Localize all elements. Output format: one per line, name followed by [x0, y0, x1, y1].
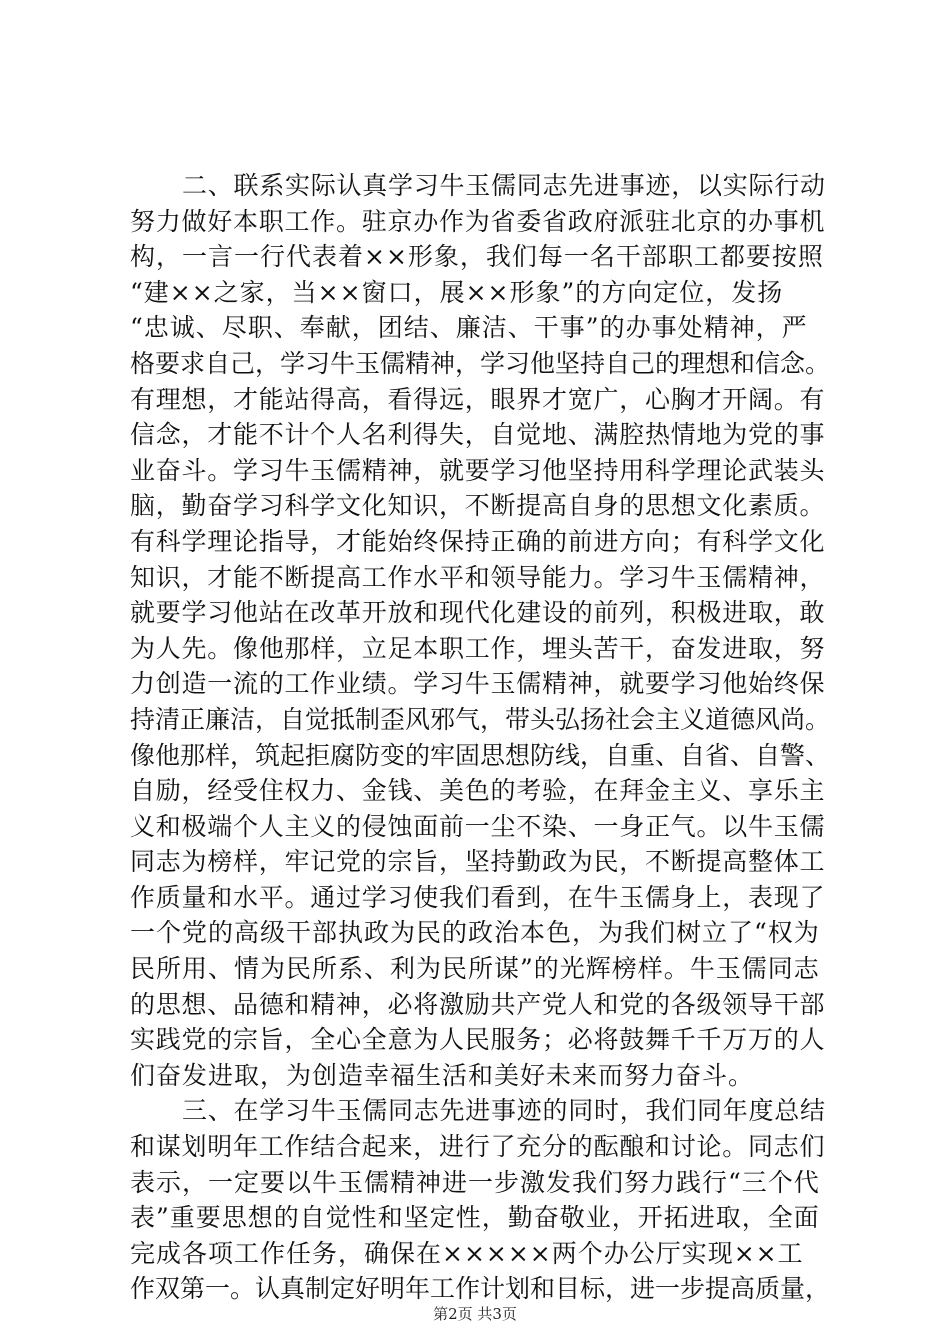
paragraph-1-line-11: 有科学理论指导，才能始终保持正确的前进方向；有科学文化: [130, 526, 826, 556]
paragraph-1-line-22: 一个党的高级干部执政为民的政治本色，为我们树立了“权为: [130, 918, 820, 948]
paragraph-1-line-18: 自励，经受住权力、金钱、美色的考验，在拜金主义、享乐主: [130, 776, 826, 806]
paragraph-1-line-1: 二、联系实际认真学习牛玉儒同志先进事迹，以实际行动: [182, 171, 826, 200]
paragraph-1-line-24: 的思想、品德和精神，必将激励共产党人和党的各级领导干部: [130, 989, 826, 1019]
paragraph-1-line-12: 知识，才能不断提高工作水平和领导能力。学习牛玉儒精神，: [130, 562, 826, 592]
paragraph-1-line-9: 业奋斗。学习牛玉儒精神，就要学习他坚持用科学理论武装头: [130, 455, 826, 485]
page-footer: [0, 1303, 950, 1324]
paragraph-1-line-26: 们奋发进取，为创造幸福生活和美好未来而努力奋斗。: [130, 1060, 755, 1090]
paragraph-1-line-17: 像他那样，筑起拒腐防变的牢固思想防线，自重、自省、自警、: [130, 740, 831, 770]
paragraph-1-line-19: 义和极端个人主义的侵蚀面前一尘不染、一身正气。以牛玉儒: [130, 811, 826, 841]
page-number-label: 第2页 共3页: [433, 1305, 517, 1323]
paragraph-1-line-4: “建××之家，当××窗口，展××形象”的方向定位，发扬: [130, 277, 784, 307]
paragraph-1-line-23: 民所用、情为民所系、利为民所谋”的光辉榜样。牛玉儒同志: [130, 954, 820, 984]
paragraph-1-line-20: 同志为榜样，牢记党的宗旨，坚持勤政为民，不断提高整体工: [130, 847, 826, 877]
paragraph-1-line-6: 格要求自己，学习牛玉儒精神，学习他坚持自己的理想和信念。: [130, 348, 831, 378]
paragraph-1-line-7: 有理想，才能站得高，看得远，眼界才宽广，心胸才开阔。有: [130, 384, 826, 414]
paragraph-1-line-3: 构，一言一行代表着××形象，我们每一名干部职工都要按照: [130, 242, 824, 272]
paragraph-1-line-21: 作质量和水平。通过学习使我们看到，在牛玉儒身上，表现了: [130, 882, 826, 912]
paragraph-2-line-6: 作双第一。认真制定好明年工作计划和目标，进一步提高质量，: [130, 1274, 831, 1304]
paragraph-2-line-4: 表”重要思想的自觉性和坚定性，勤奋敬业，开拓进取，全面: [130, 1203, 820, 1233]
paragraph-2-line-1: 三、在学习牛玉儒同志先进事迹的同时，我们同年度总结: [182, 1096, 826, 1126]
paragraph-1-line-25: 实践党的宗旨，全心全意为人民服务；必将鼓舞千千万万的人: [130, 1025, 826, 1055]
paragraph-1-line-8: 信念，才能不计个人名利得失，自觉地、满腔热情地为党的事: [130, 420, 826, 450]
paragraph-2-line-3: 表示，一定要以牛玉儒精神进一步激发我们努力践行“三个代: [130, 1167, 820, 1197]
paragraph-1-line-2: 努力做好本职工作。驻京办作为省委省政府派驻北京的办事机: [130, 206, 826, 236]
paragraph-1-line-13: 就要学习他站在改革开放和现代化建设的前列，积极进取，敢: [130, 598, 826, 628]
paragraph-1-line-15: 力创造一流的工作业绩。学习牛玉儒精神，就要学习他始终保: [130, 669, 826, 699]
document-body: [130, 168, 830, 1307]
paragraph-1-line-5: “忠诚、尽职、奉献，团结、廉洁、干事”的办事处精神，严: [130, 313, 808, 343]
paragraph-2-line-5: 完成各项工作任务，确保在×××××两个办公厅实现××工: [130, 1238, 804, 1268]
paragraph-1-line-10: 脑，勤奋学习科学文化知识，不断提高自身的思想文化素质。: [130, 491, 826, 521]
paragraph-2-line-2: 和谋划明年工作结合起来，进行了充分的酝酿和讨论。同志们: [130, 1132, 826, 1162]
paragraph-1-line-16: 持清正廉洁，自觉抵制歪风邪气，带头弘扬社会主义道德风尚。: [130, 704, 831, 734]
paragraph-1-line-14: 为人先。像他那样，立足本职工作，埋头苦干，奋发进取，努: [130, 633, 826, 663]
